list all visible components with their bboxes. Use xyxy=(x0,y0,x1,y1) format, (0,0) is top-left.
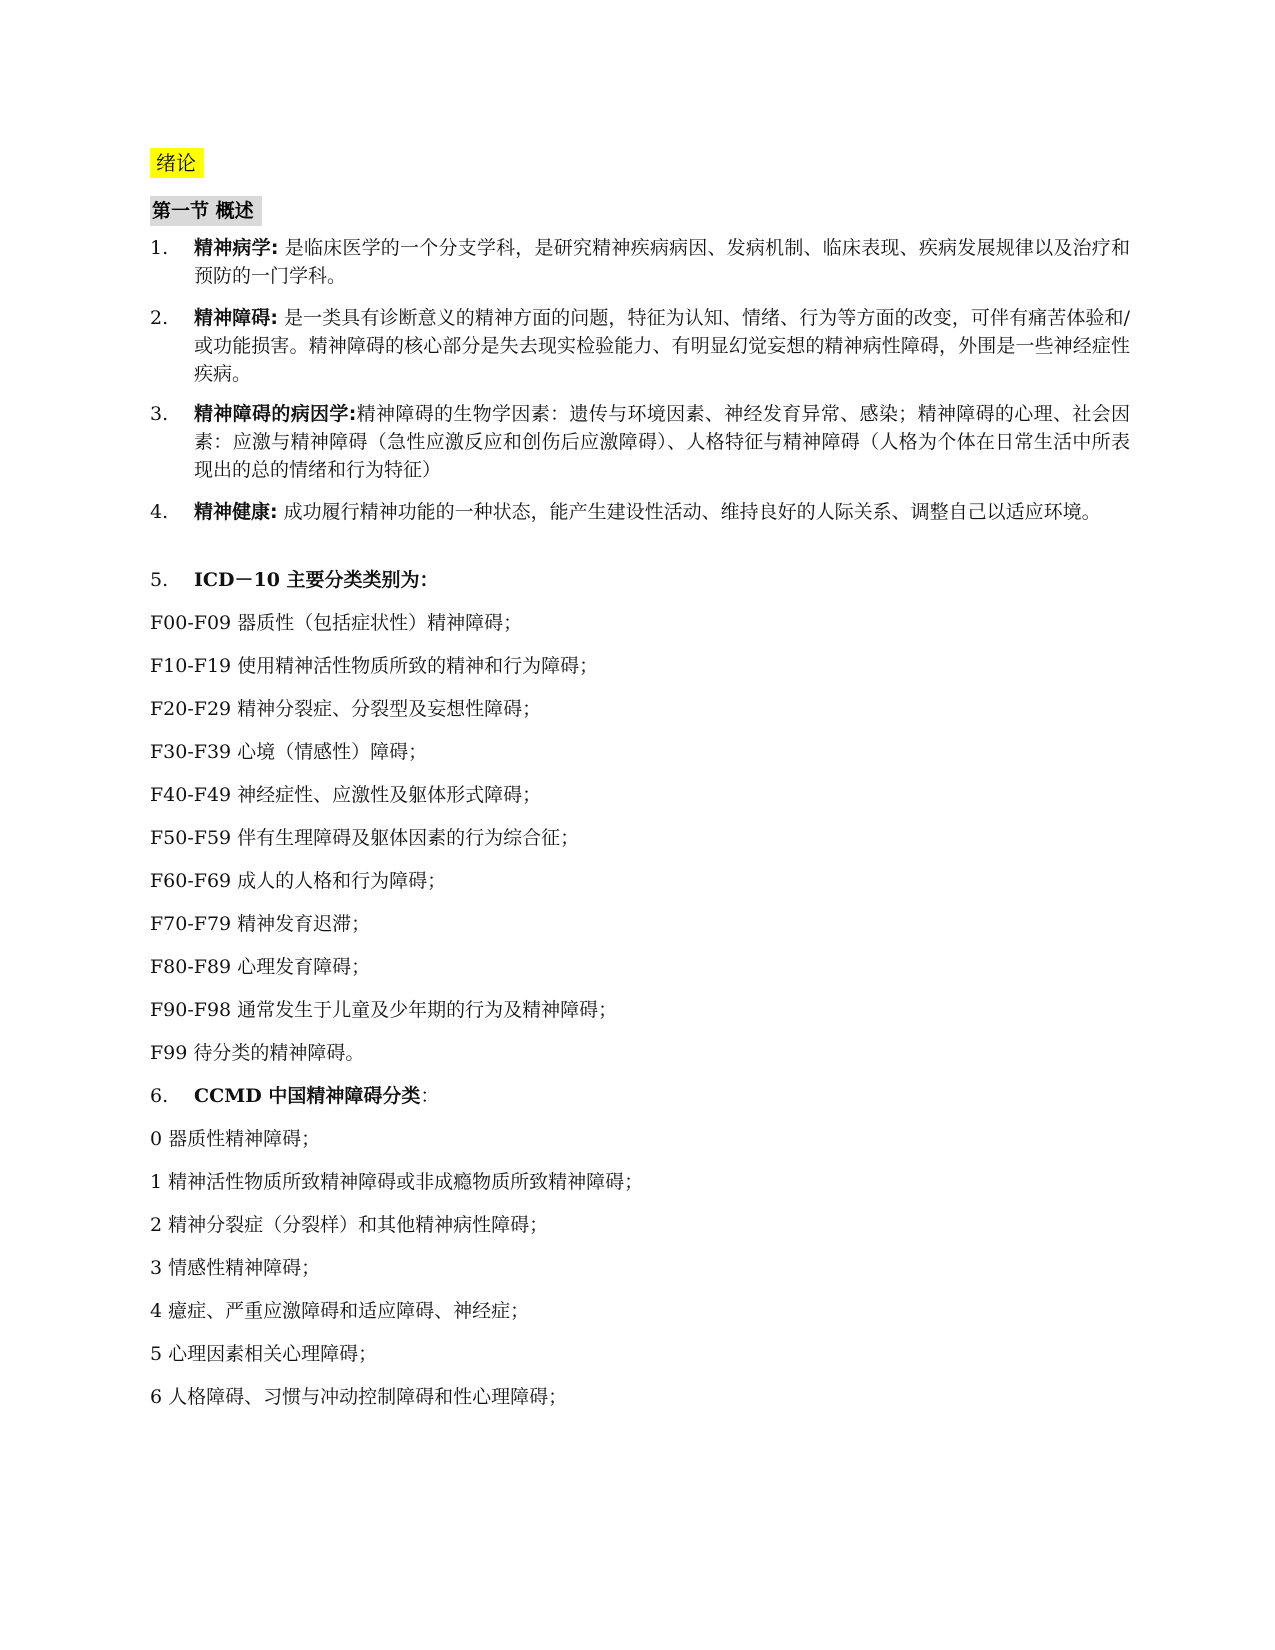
icd-line: F99 待分类的精神障碍。 xyxy=(150,1042,365,1064)
list-number: 6. xyxy=(150,1085,169,1107)
icd-line: F10-F19 使用精神活性物质所致的精神和行为障碍； xyxy=(150,655,599,677)
icd-line: F60-F69 成人的人格和行为障碍； xyxy=(150,870,447,892)
ccmd-line: 3 情感性精神障碍； xyxy=(150,1257,321,1279)
icd-line: F80-F89 心理发育障碍； xyxy=(150,956,371,978)
icd-line: F40-F49 神经症性、应激性及躯体形式障碍； xyxy=(150,784,542,806)
term: 精神障碍的病因学: xyxy=(194,403,357,425)
chapter-title: 绪论 xyxy=(150,148,204,178)
list-number: 4. xyxy=(150,501,169,523)
icd-line: F90-F98 通常发生于儿童及少年期的行为及精神障碍； xyxy=(150,999,618,1021)
definition: ： xyxy=(420,1085,440,1107)
term: CCMD 中国精神障碍分类 xyxy=(194,1085,421,1107)
term: 精神健康: xyxy=(194,501,278,523)
icd-line: F30-F39 心境（情感性）障碍； xyxy=(150,741,428,763)
term: ICD－10 主要分类类别为： xyxy=(194,569,439,591)
list-number: 3. xyxy=(150,403,169,425)
ccmd-line: 2 精神分裂症（分裂样）和其他精神病性障碍； xyxy=(150,1214,549,1236)
term: 精神障碍: xyxy=(194,307,278,329)
list-item xyxy=(150,498,1130,526)
icd-line: F50-F59 伴有生理障碍及躯体因素的行为综合征； xyxy=(150,827,580,849)
definition: 精神障碍的生物学因素：遗传与环境因素、神经发育异常、感染；精神障碍的心理、社会因素：应激与精神障碍（急性应激反应和创伤后应激障碍）、人格特征与精神障碍（人格为个体在日常生活中所表现出的总的情绪和行为特征） xyxy=(194,403,1130,481)
list-item xyxy=(150,234,1130,290)
list-number: 1. xyxy=(150,237,169,259)
ccmd-line: 4 癔症、严重应激障碍和适应障碍、神经症； xyxy=(150,1300,530,1322)
ccmd-line: 1 精神活性物质所致精神障碍或非成瘾物质所致精神障碍； xyxy=(150,1171,644,1193)
term: 精神病学: xyxy=(194,237,279,259)
definition: 成功履行精神功能的一种状态，能产生建设性活动、维持良好的人际关系、调整自己以适应环境。 xyxy=(277,501,1101,523)
list-number: 2. xyxy=(150,307,169,329)
list-item xyxy=(150,400,1130,484)
list-item xyxy=(150,566,1130,594)
ccmd-line: 5 心理因素相关心理障碍； xyxy=(150,1343,378,1365)
list-item xyxy=(150,1082,1130,1110)
ccmd-line: 0 器质性精神障碍； xyxy=(150,1128,321,1150)
icd-line: F00-F09 器质性（包括症状性）精神障碍； xyxy=(150,612,523,634)
list-item xyxy=(150,304,1130,388)
icd-line: F70-F79 精神发育迟滞； xyxy=(150,913,371,935)
list-number: 5. xyxy=(150,569,169,591)
definition: 是一类具有诊断意义的精神方面的问题，特征为认知、情绪、行为等方面的改变，可伴有痛苦体验和/或功能损害。精神障碍的核心部分是失去现实检验能力、有明显幻觉妄想的精神病性障碍，外围是一些神经症性疾病。 xyxy=(194,307,1130,385)
ccmd-line: 6 人格障碍、习惯与冲动控制障碍和性心理障碍； xyxy=(150,1386,568,1408)
definition: 是临床医学的一个分支学科，是研究精神疾病病因、发病机制、临床表现、疾病发展规律以及治疗和预防的一门学科。 xyxy=(194,237,1130,287)
section-title: 第一节 概述 xyxy=(150,196,262,226)
icd-line: F20-F29 精神分裂症、分裂型及妄想性障碍； xyxy=(150,698,542,720)
